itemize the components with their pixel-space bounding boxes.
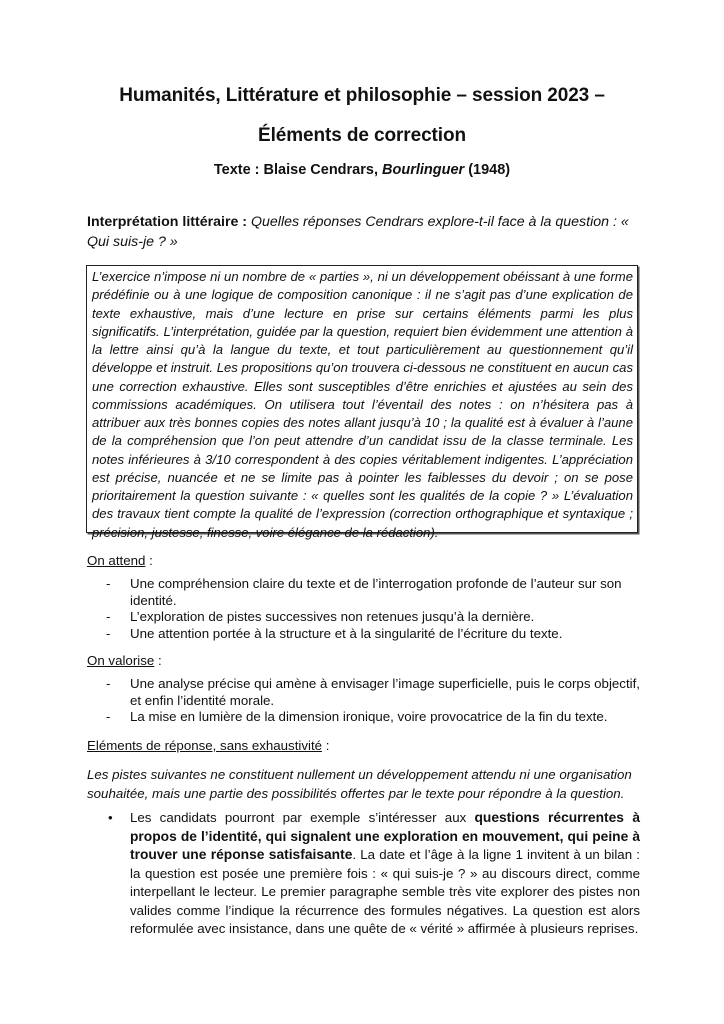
on-valorise-colon: : [154, 653, 162, 668]
subtitle-prefix: Texte : Blaise Cendrars, [213, 162, 383, 178]
list-item-text: La mise en lumière de la dimension ironique, voire provocatrice de la fin du texte. [130, 709, 608, 724]
elements-reponse-intro: Les pistes suivantes ne constituent nullement un développement attendu ni une organisation souhaitée, mais une partie des possibilités offertes par le texte pour répondre à la question. [87, 767, 632, 801]
list-item-text: Une compréhension claire du texte et de l’interrogation profonde de l’auteur sur son identité. [130, 576, 622, 608]
list-item-text: L’exploration de pistes successives non retenues jusqu’à la dernière. [130, 609, 535, 624]
list-item [87, 576, 647, 609]
answer-bullet-text [130, 809, 640, 939]
dash-marker: - [106, 625, 111, 641]
bullet-bold: questions récurrentes à propos de l’identité, qui signalent une exploration en mouvement, qui peine à trouver une réponse satisfaisante [130, 810, 640, 862]
document-subtitle [0, 162, 724, 178]
list-item [87, 676, 647, 709]
list-item-text: Une attention portée à la structure et à la singularité de l’écriture du texte. [130, 625, 563, 641]
elements-reponse-heading [87, 738, 329, 753]
dash-marker: - [106, 609, 111, 624]
on-attend-colon: : [145, 553, 153, 568]
list-item [87, 626, 647, 643]
on-valorise-heading-label: On valorise [87, 653, 155, 668]
question-text: Quelles réponses Cendrars explore-t-il face à la question : « Qui suis-je ? » [87, 214, 629, 250]
document-title-line2: Éléments de correction [258, 125, 466, 146]
question-label: Interprétation littéraire : [87, 214, 251, 230]
instructions-text: L’exercice n’impose ni un nombre de « parties », ni un développement obéissant à une forme prédéfinie ou à une logique de composition canonique : il ne s’agit pas d’une explication de texte exhaustive, mais d’une lecture en prise sur certains éléments parmi les plus significatifs. L’interprétation, guidée par la question, requiert bien évidemment une attention à la lettre ainsi qu’à la langue du texte, et tout particulièrement au questionnement qu’il développe et instruit. Les propositions qu’on trouvera ci-dessous ne constituent en aucun cas une correction exhaustive. Elles sont susceptibles d’être enrichies et ajustées au sein des commissions académiques. On utilisera tout l’éventail des notes : on n’hésitera pas à attribuer aux très bonnes copies des notes allant jusqu’à 10 ; la qualité est à évaluer à l’aune de la compréhension que l’on peut attendre d’un candidat issu de la classe terminale. Les notes inférieures à 3/10 correspondent à des copies véritablement indigentes. L’appréciation est précise, nuancée et ne se limite pas à pointer les faiblesses du devoir ; on se pose prioritairement la question suivante : « quelles sont les qualités de la copie ? » L’évaluation des travaux tient compte la qualité de l’expression (correction orthographique et syntaxique ; précision, justesse, finesse, voire élégance de la rédaction). [92, 269, 633, 540]
list-item-text: Une analyse précise qui amène à envisager l’image superficielle, puis le corps objectif, et enfin l’identité morale. [130, 676, 640, 708]
on-attend-heading [87, 553, 153, 568]
list-item [87, 609, 647, 626]
document-title-line1: Humanités, Littérature et philosophie – session 2023 – [119, 85, 605, 106]
interpretation-question [87, 212, 642, 252]
bullet-marker: • [108, 810, 113, 825]
list-item [87, 709, 647, 726]
dash-marker: - [106, 709, 111, 724]
elements-reponse-colon: : [322, 738, 330, 753]
dash-marker: - [106, 576, 111, 591]
subtitle-work: Bourlinguer [382, 162, 465, 178]
bullet-rest: . La date et l’âge à la ligne 1 invitent à un bilan : la question est posée une première fois : « qui suis-je ? » au discours direct, comme interpellant le lecteur. Le premier paragraphe semble très vite explorer des pistes non valides comme l’indique la récurrence des formules négatives. La question est alors reformulée avec insistance, dans une quête de « vérité » affirmée à plusieurs reprises. [130, 847, 640, 936]
instructions-box [86, 265, 638, 540]
subtitle-year: (1948) [464, 162, 511, 178]
on-attend-list [87, 576, 647, 642]
answer-bullet [87, 809, 640, 939]
bullet-lead: Les candidats pourront par exemple s’intéresser aux [130, 810, 475, 825]
dash-marker: - [106, 676, 111, 691]
on-valorise-heading [87, 653, 162, 668]
elements-reponse-heading-label: Eléments de réponse, sans exhaustivité [87, 738, 323, 753]
on-valorise-list [87, 676, 647, 726]
on-attend-heading-label: On attend [87, 553, 146, 568]
